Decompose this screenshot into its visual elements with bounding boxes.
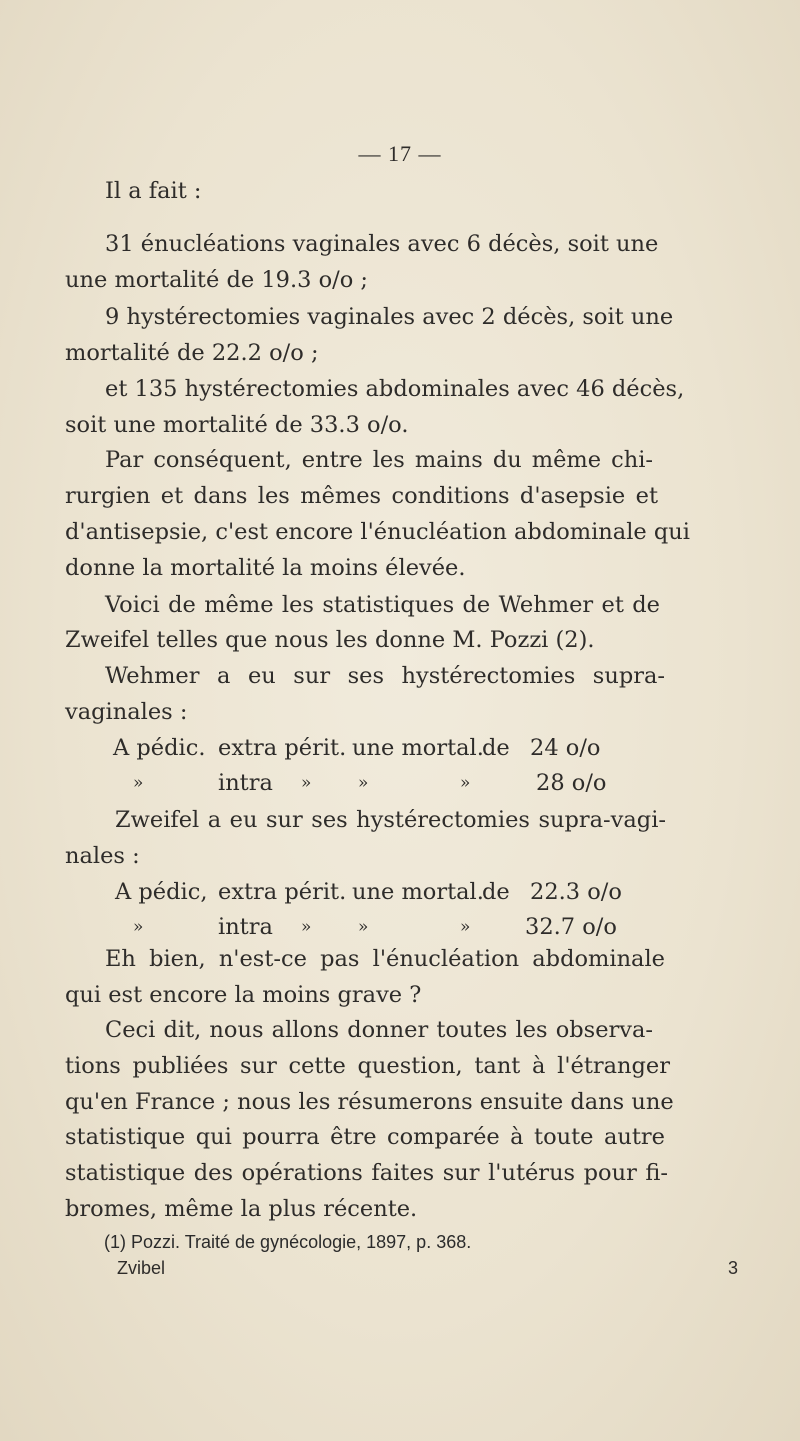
text-line: statistique des opérations faites sur l'utérus pour fi- — [65, 1160, 668, 1186]
text-line: vaginales : — [65, 699, 188, 725]
text-line: Wehmer a eu sur ses hystérectomies supra- — [105, 663, 665, 689]
table-cell: » — [301, 773, 312, 793]
table-cell: une mortal. — [352, 879, 484, 905]
table-cell: » — [460, 773, 471, 793]
table-cell: 28 o/o — [536, 770, 607, 796]
table-cell: 22.3 o/o — [530, 879, 622, 905]
text-line: tions publiées sur cette question, tant à l'étranger — [65, 1053, 670, 1079]
table-cell: de — [482, 879, 510, 905]
text-line: une mortalité de 19.3 o/o ; — [65, 267, 368, 293]
table-cell: 32.7 o/o — [525, 914, 617, 940]
table-cell: » — [460, 917, 471, 937]
signature-mark: 3 — [728, 1258, 739, 1278]
table-cell: » — [358, 917, 369, 937]
table-cell: extra périt. — [218, 879, 347, 905]
table-cell: intra — [218, 770, 273, 796]
text-line: 9 hystérectomies vaginales avec 2 décès, soit une — [105, 304, 674, 330]
table-cell: extra périt. — [218, 735, 347, 761]
text-line: qu'en France ; nous les résumerons ensuite dans une — [65, 1089, 674, 1115]
text-line: mortalité de 22.2 o/o ; — [65, 340, 319, 366]
text-line: Voici de même les statistiques de Wehmer et de — [105, 592, 660, 618]
text-line: nales : — [65, 843, 140, 869]
text-line: Ceci dit, nous allons donner toutes les observa- — [105, 1017, 653, 1043]
table-cell: » — [133, 773, 144, 793]
text-line: statistique qui pourra être comparée à toute autre — [65, 1124, 665, 1150]
text-line: Zweifel telles que nous les donne M. Pozzi (2). — [65, 627, 595, 653]
text-line: Par conséquent, entre les mains du même chi- — [105, 447, 653, 473]
text-line: et 135 hystérectomies abdominales avec 46 décès, — [105, 376, 685, 402]
text-line: bromes, même la plus récente. — [65, 1196, 418, 1222]
text-line: Il a fait : — [105, 178, 202, 204]
text-line: 31 énucléations vaginales avec 6 décès, soit une — [105, 231, 659, 257]
footnote: (1) Pozzi. Traité de gynécologie, 1897, p. 368. — [104, 1232, 472, 1252]
text-line: Eh bien, n'est-ce pas l'énucléation abdominale — [105, 946, 665, 972]
table-cell: de — [482, 735, 510, 761]
table-cell: A pédic, — [115, 879, 208, 905]
table-cell: 24 o/o — [530, 735, 601, 761]
text-line: qui est encore la moins grave ? — [65, 982, 422, 1008]
text-line: donne la mortalité la moins élevée. — [65, 555, 466, 581]
text-line: d'antisepsie, c'est encore l'énucléation abdominale qui — [65, 519, 690, 545]
table-cell: A pédic. — [113, 735, 206, 761]
table-cell: » — [301, 917, 312, 937]
signature-left: Zvibel — [117, 1258, 166, 1278]
table-cell: » — [133, 917, 144, 937]
page-number: — 17 — — [358, 141, 442, 166]
table-cell: intra — [218, 914, 273, 940]
text-line: soit une mortalité de 33.3 o/o. — [65, 412, 409, 438]
table-cell: une mortal. — [352, 735, 484, 761]
text-line: Zweifel a eu sur ses hystérectomies supra-vagi- — [115, 807, 666, 833]
text-line: rurgien et dans les mêmes conditions d'asepsie et — [65, 483, 658, 509]
table-cell: » — [358, 773, 369, 793]
